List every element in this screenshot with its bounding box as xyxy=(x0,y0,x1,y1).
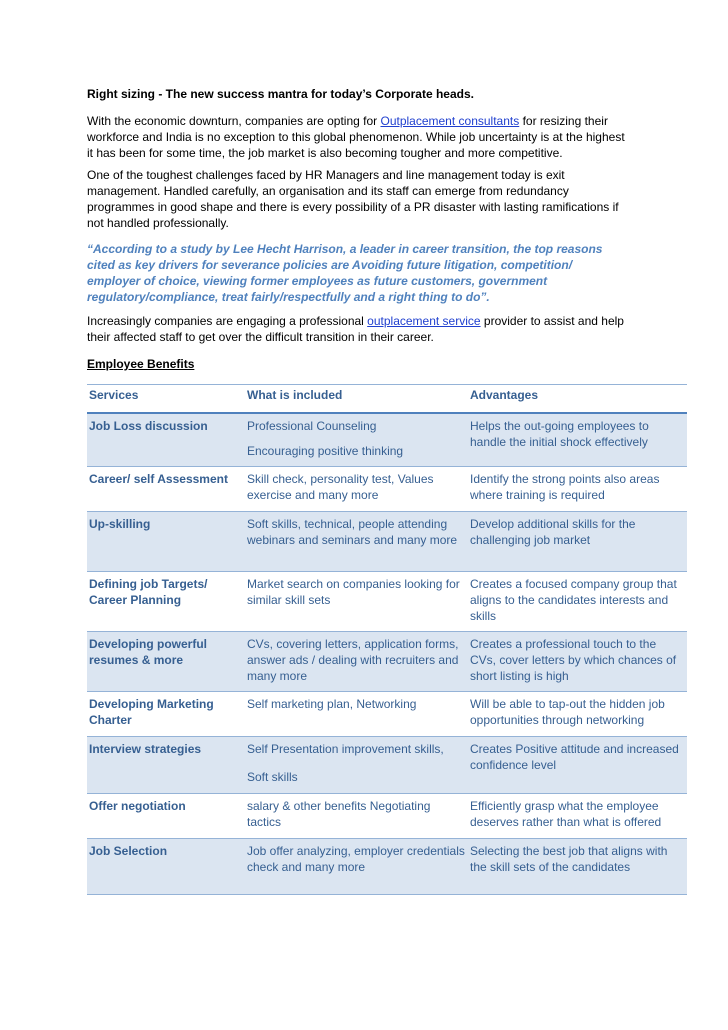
included-cell: Job offer analyzing, employer credentials check and many more xyxy=(247,844,465,874)
advantage-cell: Helps the out-going employees to handle the initial shock effectively xyxy=(470,419,649,449)
service-cell: Interview strategies xyxy=(89,742,202,756)
challenges-line-2: management. Handled carefully, an organisation and its staff can emerge from redundancy xyxy=(87,184,569,198)
advantage-cell: Selecting the best job that aligns with the skill sets of the candidates xyxy=(470,844,668,874)
advantage-cell: Creates a focused company group that aligns to the candidates interests and skills xyxy=(470,577,677,623)
challenges-line-4: not handled professionally. xyxy=(87,216,229,230)
service-cell: Developing Marketing Charter xyxy=(89,697,214,727)
table-row xyxy=(87,512,687,572)
table-row xyxy=(87,839,687,895)
table-row xyxy=(87,572,687,632)
outplacement-consultants-link[interactable]: Outplacement consultants xyxy=(380,114,520,128)
advantage-cell: Efficiently grasp what the employee deserves rather than what is offered xyxy=(470,799,662,829)
intro-line-2: workforce and India is no exception to this global phenomenon. While job uncertainty is at the highest xyxy=(87,130,625,144)
document-title: Right sizing - The new success mantra for today’s Corporate heads. xyxy=(87,87,474,101)
advantage-cell: Identify the strong points also areas where training is required xyxy=(470,472,660,502)
intro-line-1: With the economic downturn, companies are opting for Outplacement consultants for resizing their xyxy=(87,114,608,128)
advantage-cell: Creates Positive attitude and increased confidence level xyxy=(470,742,679,772)
engagement-line-2: their affected staff to get over the difficult transition in their career. xyxy=(87,330,434,344)
included-cell: Skill check, personality test, Values exercise and many more xyxy=(247,472,434,502)
challenges-paragraph xyxy=(87,167,687,231)
quote-line-4: regulatory/compliance, treat fairly/respectfully and a right thing to do”. xyxy=(87,290,490,304)
table-row xyxy=(87,632,687,692)
included-cell: CVs, covering letters, application forms, answer ads / dealing with recruiters and many more xyxy=(247,637,459,683)
challenges-line-1: One of the toughest challenges faced by HR Managers and line management today is exit xyxy=(87,168,565,182)
challenges-line-3: programmes in good shape and there is every possibility of a PR disaster with lasting ramifications if xyxy=(87,200,619,214)
service-cell: Defining job Targets/ Career Planning xyxy=(89,577,208,607)
outplacement-service-link[interactable]: outplacement service xyxy=(367,314,481,328)
table-row xyxy=(87,467,687,512)
header-advantages: Advantages xyxy=(470,388,539,402)
table-row xyxy=(87,737,687,794)
advantage-cell: Creates a professional touch to the CVs, cover letters by which chances of short listing is high xyxy=(470,637,677,683)
quote-line-2: cited as key drivers for severance policies are Avoiding future litigation, competition/ xyxy=(87,258,573,272)
engagement-paragraph xyxy=(87,313,687,345)
intro-paragraph xyxy=(87,113,687,161)
benefits-table xyxy=(87,384,687,895)
advantage-cell: Will be able to tap-out the hidden job opportunities through networking xyxy=(470,697,665,727)
header-services: Services xyxy=(89,388,139,402)
table-header-row xyxy=(87,384,687,414)
included-cell: Market search on companies looking for similar skill sets xyxy=(247,577,460,607)
table-row xyxy=(87,692,687,737)
service-cell: Job Loss discussion xyxy=(89,419,208,433)
section-heading: Employee Benefits xyxy=(87,357,195,371)
intro-line-3: it has been for some time, the job market is also becoming tougher and more competitive. xyxy=(87,146,563,160)
included-cell: Self marketing plan, Networking xyxy=(247,697,417,711)
engagement-line-1: Increasingly companies are engaging a professional outplacement service provider to assist and help xyxy=(87,314,624,328)
study-quote xyxy=(87,241,687,305)
table-row xyxy=(87,414,687,467)
included-cell: Self Presentation improvement skills, Soft skills xyxy=(247,742,444,784)
service-cell: Job Selection xyxy=(89,844,168,858)
included-cell: Professional Counseling Encouraging positive thinking xyxy=(247,419,404,458)
included-cell: Soft skills, technical, people attending webinars and seminars and many more xyxy=(247,517,458,547)
header-what-is-included: What is included xyxy=(247,388,343,402)
included-cell: salary & other benefits Negotiating tactics xyxy=(247,799,431,829)
service-cell: Up-skilling xyxy=(89,517,151,531)
table-row xyxy=(87,794,687,839)
service-cell: Career/ self Assessment xyxy=(89,472,228,486)
service-cell: Developing powerful resumes & more xyxy=(89,637,208,667)
quote-line-3: employer of choice, viewing former employees as future customers, government xyxy=(87,274,548,288)
service-cell: Offer negotiation xyxy=(89,799,186,813)
advantage-cell: Develop additional skills for the challenging job market xyxy=(470,517,636,547)
quote-line-1: “According to a study by Lee Hecht Harrison, a leader in career transition, the top reasons xyxy=(87,242,603,256)
